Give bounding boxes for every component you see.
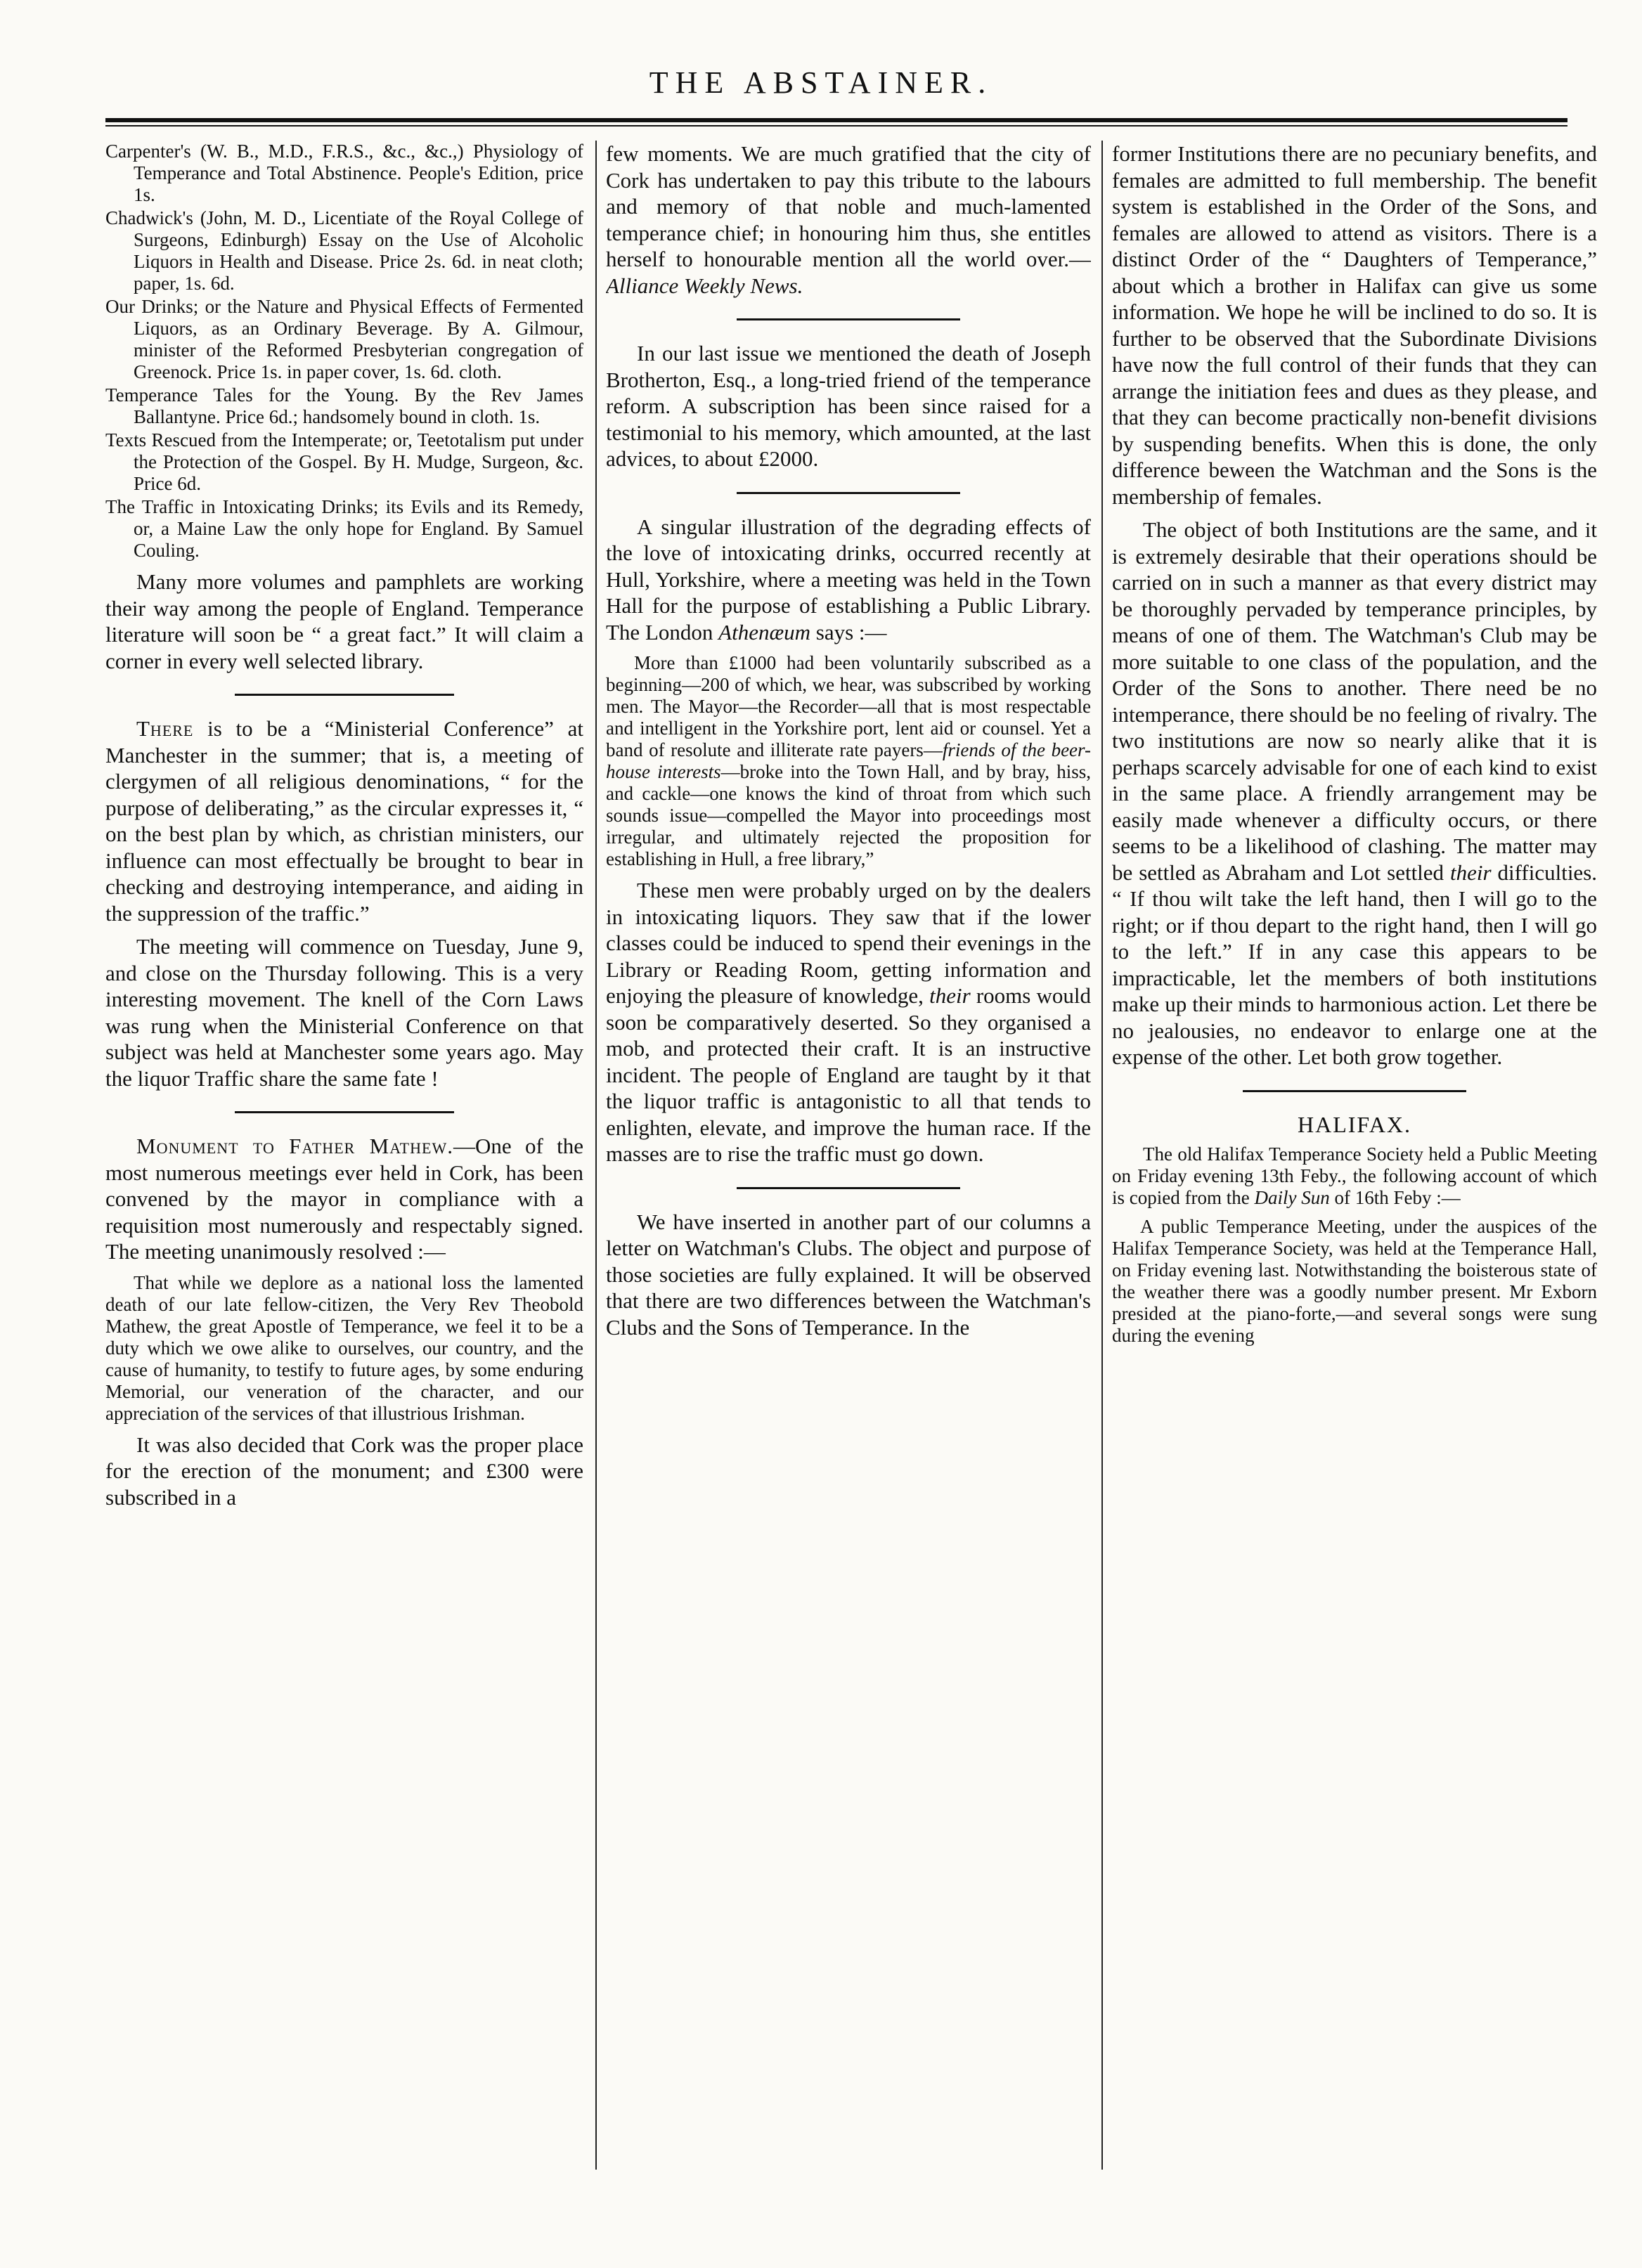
source-citation: Athenæum — [718, 619, 811, 644]
paragraph-halifax: The old Halifax Temperance Society held a Public Meeting on Friday evening 13th Feby., the following account of which is copied from the Daily Sun of 16th Feby :— — [1112, 1143, 1597, 1208]
lead-word: There — [136, 716, 194, 741]
quoted-resolution: That while we deplore as a national loss the lamented death of our late fellow-citizen, the Very Rev Theobold Mathew, the great Apostle of Temperance, we feel it to be a duty which we owe alike to ourselves, our country, and the cause of humanity, to testify to future ages, by some enduring Memorial, our veneration of the character, and our appreciation of the services of that illustrious Irishman. — [105, 1271, 583, 1424]
book-list — [105, 141, 583, 562]
paragraph-hull: A singular illustration of the degrading effects of the love of intoxicating drinks, occurred recently at Hull, Yorkshire, where a meeting was held in the Town Hall for the purpose of establishing a Public Library. The London Athenæum says :— — [606, 514, 1091, 644]
quoted-halifax-report: A public Temperance Meeting, under the auspices of the Halifax Temperance Society, was held at the Temperance Hall, on Friday evening last. Notwithstanding the boisterous state of the weather there was a goodly number present. Mr Exborn presided at the piano-forte,—and several songs were sung during the evening — [1112, 1216, 1597, 1346]
column-divider — [595, 141, 597, 2170]
section-heading-halifax: HALIFAX. — [1297, 1111, 1412, 1137]
paragraph-meeting: The meeting will commence on Tuesday, June 9, and close on the Thursday following. This is a very interesting movement. The knell of the Corn Laws was rung when the Ministerial Conference on that subject was held at Manchester some years ago. May the liquor Traffic share the same fate ! — [105, 934, 583, 1091]
paragraph-volumes: Many more volumes and pamphlets are working their way among the people of England. Temperance literature will soon be “ a great fact.” It will claim a corner in every well selected library. — [105, 569, 583, 673]
source-citation: Alliance Weekly News. — [606, 273, 803, 298]
section-rule — [737, 318, 959, 320]
paragraph-watchman: We have inserted in another part of our columns a letter on Watchman's Clubs. The object and purpose of those societies are fully explained. It will be observed that there are two differences between the Watchman's Clubs and the Sons of Temperance. In the — [606, 1209, 1091, 1340]
section-title: Monument to Father Mathew. — [136, 1134, 453, 1158]
section-rule — [1243, 1090, 1466, 1092]
paragraph-object: The object of both Institutions are the same, and it is extremely desirable that their operations should be carried on in such a manner as that every district may be thoroughly pervaded by temperance principles, by means of one of them. The Watchman's Club may be more suitable to one class of the population, and the Order of the Sons to another. There need be no intemperance, there should be no feeling of rivalry. The two institutions are now so nearly alike that it is perhaps scarcely advisable for one of each kind to exist in the same place. A friendly arrangement may be easily made whenever a difficulty occurs, or there seems to be a likelihood of clashing. The matter may be settled as Abraham and Lot settled their difficulties. “ If thou wilt take the left hand, then I will go to the right; or if thou depart to the right hand, then I will go to the left.” If in any case this appears to be impracticable, let the members of both institutions make up their minds to harmonious action. Let there be no jealousies, no endeavor to enlarge one at the expense of the other. Let both grow together. — [1112, 517, 1597, 1069]
section-rule — [737, 492, 959, 494]
column-1 — [105, 141, 583, 2184]
section-rule — [235, 1111, 455, 1113]
quoted-library: More than £1000 had been voluntarily subscribed as a beginning—200 of which, we hear, was subscribed by working men. The Mayor—the Recorder—all that is most respectable and intelligent in the Yorkshire port, lent aid or counsel. Yet a band of resolute and illiterate rate payers—friends of the beer-house interests—broke into the Town Hall, and by bray, hiss, and cackle—one knows the kind of throat from which such sounds issue—compelled the Mayor into proceedings most irregular, and ultimately rejected the proposition for establishing in Hull, a free library,” — [606, 652, 1091, 869]
paragraph-monument: Monument to Father Mathew.—One of the most numerous meetings ever held in Cork, has been convened by the mayor in compliance with a requisition most numerously and respectably signed. The meeting unanimously resolved :— — [105, 1134, 583, 1264]
column-3 — [1112, 141, 1597, 2184]
book-entry: Our Drinks; or the Nature and Physical Effects of Fermented Liquors, as an Ordinary Beverage. By A. Gilmour, minister of the Reformed Presbyterian congregation of Greenock. Price 1s. in paper cover, 1s. 6d. cloth. — [105, 296, 583, 382]
paragraph-continued: former Institutions there are no pecuniary benefits, and females are admitted to full membership. The benefit system is established in the Order of the Sons, and females are allowed to attend as visitors. There is a distinct Order of the “ Daughters of Temperance,” about which a brother in Halifax can give us some information. We hope he will be inclined to do so. It is further to be observed that the Subordinate Divisions have now the full control of their funds that they can arrange the initiation fees and dues as they please, and that they can become practically non-benefit divisions by suspending benefits. When this is done, the only difference beween the Watchman and the Sons is the membership of females. — [1112, 141, 1597, 509]
book-entry: Carpenter's (W. B., M.D., F.R.S., &c., &c.,) Physiology of Temperance and Total Abstinence. People's Edition, price 1s. — [105, 141, 583, 205]
book-entry: Texts Rescued from the Intemperate; or, Teetotalism put under the Protection of the Gospel. By H. Mudge, Surgeon, &c. Price 6d. — [105, 429, 583, 494]
book-entry: Temperance Tales for the Young. By the Rev James Ballantyne. Price 6d.; handsomely bound in cloth. 1s. — [105, 384, 583, 427]
paragraph-continued: few moments. We are much gratified that the city of Cork has undertaken to pay this tribute to the labours and memory of that noble and much-lamented temperance chief; in honouring him thus, she entitles herself to honourable mention all the world over.—Alliance Weekly News. — [606, 141, 1091, 298]
source-citation: Daily Sun — [1254, 1187, 1330, 1208]
book-entry: The Traffic in Intoxicating Drinks; its Evils and its Remedy, or, a Maine Law the only hope for England. By Samuel Couling. — [105, 496, 583, 561]
paragraph-brotherton: In our last issue we mentioned the death of Joseph Brotherton, Esq., a long-tried friend of the temperance reform. A subscription has been since raised for a testimonial to his memory, which amounted, at the last advices, to about £2000. — [606, 341, 1091, 471]
column-divider — [1101, 141, 1103, 2170]
section-rule — [737, 1187, 959, 1189]
masthead-rule — [105, 118, 1567, 127]
column-2 — [606, 141, 1091, 2184]
paragraph-dealers: These men were probably urged on by the dealers in intoxicating liquors. They saw that if the lower classes could be induced to spend their evenings in the Library or Reading Room, getting information and enjoying the pleasure of knowledge, their rooms would soon be comparatively deserted. So they organised a mob, and protected their craft. It is an instructive incident. The people of England are taught by it that the liquor traffic is antagonistic to all that tends to enlighten, elevate, and improve the human race. If the masses are to rise the traffic must go down. — [606, 878, 1091, 1166]
book-entry: Chadwick's (John, M. D., Licentiate of the Royal College of Surgeons, Edinburgh) Essay on the Use of Alcoholic Liquors in Health and Disease. Price 2s. 6d. in neat cloth; paper, 1s. 6d. — [105, 207, 583, 294]
paragraph-conference: There is to be a “Ministerial Conference” at Manchester in the summer; that is, a meeting of clergymen of all religious denominations, “ for the purpose of deliberating,” as the circular expresses it, “ on the best plan by which, as christian ministers, our influence can most effectually be brought to bear in checking and destroying intemperance, and aiding in the suppression of the traffic.” — [105, 716, 583, 926]
masthead: THE ABSTAINER. — [649, 65, 993, 100]
paragraph-cork: It was also decided that Cork was the proper place for the erection of the monument; and £300 were subscribed in a — [105, 1432, 583, 1510]
section-rule — [235, 694, 455, 696]
